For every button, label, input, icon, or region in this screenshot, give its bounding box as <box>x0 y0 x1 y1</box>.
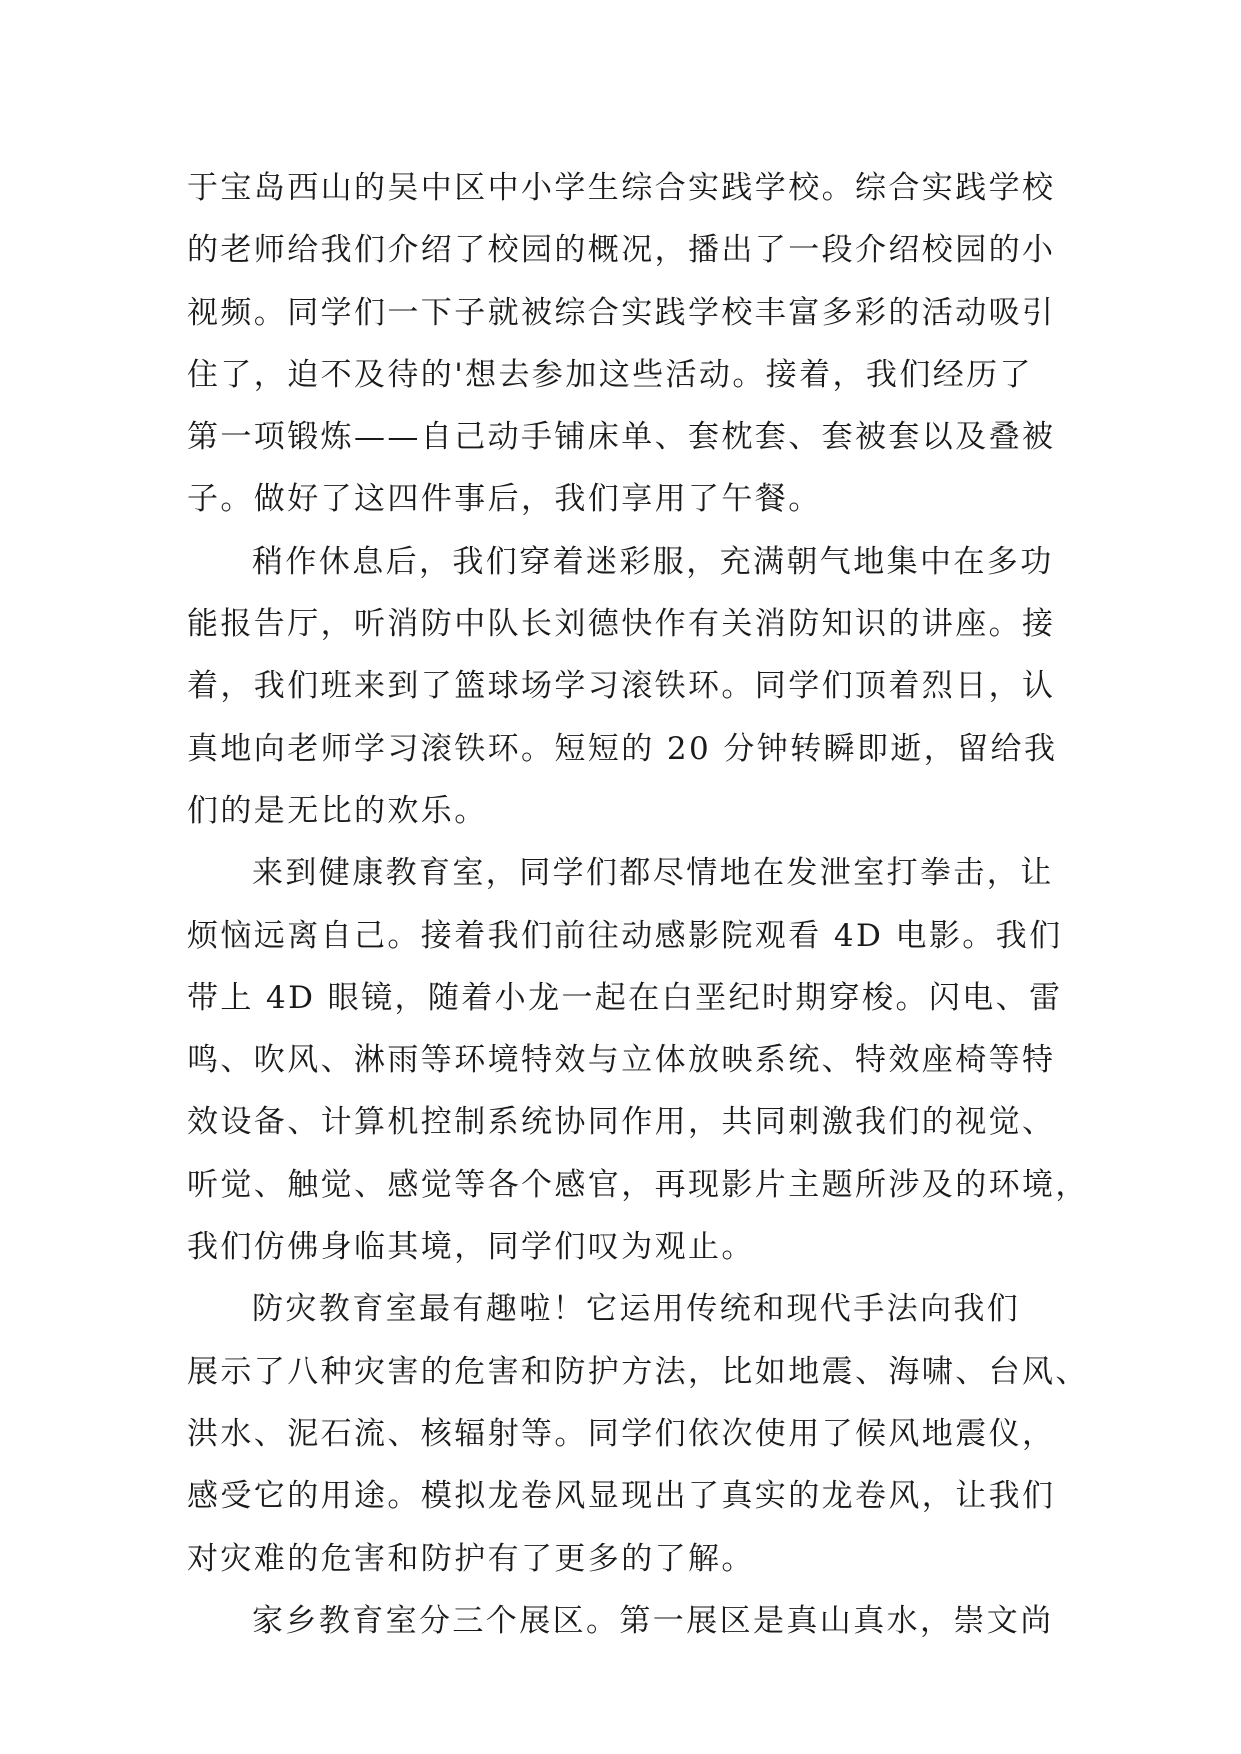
text-line: 效设备、计算机控制系统协同作用，共同刺激我们的视觉、 <box>187 1104 1056 1141</box>
text-line: 子。做好了这四件事后，我们享用了午餐。 <box>187 481 822 518</box>
body-text <box>187 157 1089 1652</box>
text-line: 带上 4D 眼镜，随着小龙一起在白垩纪时期穿梭。闪电、雷 <box>187 979 1063 1016</box>
text-line: 们的是无比的欢乐。 <box>187 792 488 829</box>
text-line: 感受它的用途。模拟龙卷风显现出了真实的龙卷风，让我们 <box>187 1478 1056 1515</box>
text-line: 第一项锻炼——自己动手铺床单、套枕套、套被套以及叠被 <box>187 419 1056 456</box>
text-line: 的老师给我们介绍了校园的概况，播出了一段介绍校园的小 <box>187 232 1056 269</box>
text-line: 洪水、泥石流、核辐射等。同学们依次使用了候风地震仪， <box>187 1415 1056 1452</box>
text-line: 真地向老师学习滚铁环。短短的 20 分钟转瞬即逝，留给我 <box>187 730 1058 767</box>
text-line: 能报告厅，听消防中队长刘德快作有关消防知识的讲座。接 <box>187 606 1056 643</box>
text-line: 对灾难的危害和防护有了更多的了解。 <box>187 1540 755 1577</box>
text-line: 视频。同学们一下子就被综合实践学校丰富多彩的活动吸引 <box>187 294 1056 331</box>
paragraph-first-line: 防灾教育室最有趣啦！它运用传统和现代手法向我们 <box>252 1291 1021 1328</box>
text-line: 展示了八种灾害的危害和防护方法，比如地震、海啸、台风、 <box>187 1353 1089 1390</box>
text-line: 住了，迫不及待的'想去参加这些活动。接着，我们经历了 <box>187 356 1033 393</box>
text-line: 我们仿佛身临其境，同学们叹为观止。 <box>187 1229 755 1266</box>
text-line: 鸣、吹风、淋雨等环境特效与立体放映系统、特效座椅等特 <box>187 1042 1056 1079</box>
paragraph-first-line: 稍作休息后，我们穿着迷彩服，充满朝气地集中在多功 <box>252 543 1054 580</box>
text-line: 于宝岛西山的吴中区中小学生综合实践学校。综合实践学校 <box>187 170 1056 206</box>
text-line: 烦恼远离自己。接着我们前往动感影院观看 4D 电影。我们 <box>187 917 1063 954</box>
text-line: 听觉、触觉、感觉等各个感官，再现影片主题所涉及的环境， <box>187 1166 1089 1203</box>
text-line: 着，我们班来到了篮球场学习滚铁环。同学们顶着烈日，认 <box>187 668 1056 705</box>
paragraph-first-line: 来到健康教育室，同学们都尽情地在发泄室打拳击，让 <box>252 855 1054 892</box>
paragraph-first-line: 家乡教育室分三个展区。第一展区是真山真水，崇文尚 <box>252 1602 1054 1639</box>
